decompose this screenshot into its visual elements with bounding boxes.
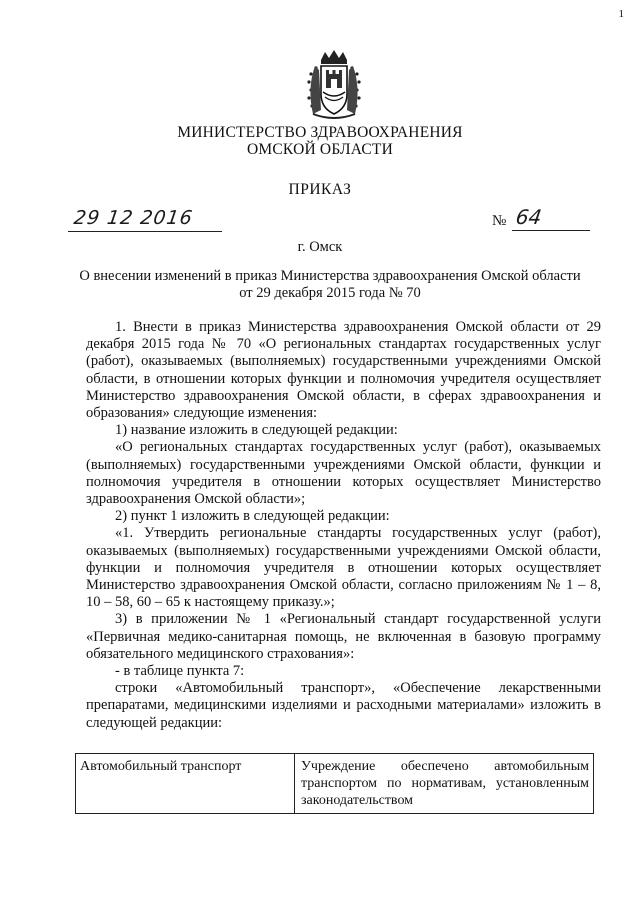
order-title: ПРИКАЗ [288, 181, 352, 198]
paragraph-7: - в таблице пункта 7: [115, 663, 245, 680]
paragraph-1: 1. Внести в приказ Министерства здравоохранения Омской области от 29 декабря 2015 года № 70 «О региональных стандартах государственных услуг (работ), оказываемых (выполняемых) государственными учреждениями Омской области, в отношении которых функции и полномочия учредителя осуществляет Министерство здравоохранения Омской области, в сферах здравоохранения и образования» следующие изменения: [86, 319, 601, 422]
number-sign: № [492, 213, 507, 229]
coat-of-arms-icon [305, 48, 363, 120]
ministry-line-2: ОМСКОЙ ОБЛАСТИ [247, 141, 393, 158]
ministry-line-1: МИНИСТЕРСТВО ЗДРАВООХРАНЕНИЯ [177, 124, 463, 141]
order-subject [70, 268, 590, 302]
order-date-handwritten: 29 12 2016 [72, 207, 195, 229]
amendment-table [75, 753, 594, 814]
page-mark: 1 [618, 8, 624, 20]
paragraph-5: «1. Утвердить региональные стандарты государственных услуг (работ), оказываемых (выполняемых) государственными учреждениями Омской области, функции и полномочия учредителя в отношении которых осуществляет Министерство здравоохранения Омской области, согласно приложениям № 1 – 8, 10 – 58, 60 – 65 к настоящему приказу.»; [86, 525, 601, 611]
subject-line-1: О внесении изменений в приказ Министерства здравоохранения Омской области [79, 268, 581, 284]
order-number-handwritten: 64 [514, 205, 544, 229]
paragraph-3: «О региональных стандартах государственных услуг (работ), оказываемых (выполняемых) государственными учреждениями Омской области, функции и полномочия учредителя в отношении которых осуществляет Министерство здравоохранения Омской области»; [86, 439, 601, 508]
paragraph-2: 1) название изложить в следующей редакции: [115, 422, 398, 439]
number-underline [512, 230, 590, 231]
table-cell-resource: Автомобильный транспорт [76, 754, 295, 814]
order-number-field [492, 205, 590, 231]
order-body [86, 319, 601, 732]
paragraph-4: 2) пункт 1 изложить в следующей редакции: [115, 508, 390, 525]
order-date-field [68, 205, 222, 232]
subject-line-2: от 29 декабря 2015 года № 70 [239, 285, 421, 301]
paragraph-8: строки «Автомобильный транспорт», «Обеспечение лекарственными препаратами, медицинскими изделиями и расходными материалами» изложить в следующей редакции: [86, 680, 601, 731]
table-cell-requirement: Учреждение обеспечено автомобильным транспортом по нормативам, установленным законодательством [295, 754, 594, 814]
city: г. Омск [297, 239, 343, 255]
table-row [76, 754, 594, 814]
ministry-name [0, 124, 640, 158]
paragraph-6: 3) в приложении № 1 «Региональный стандарт государственной услуги «Первичная медико-санитарная помощь, не включенная в базовую программу обязательного медицинского страхования»: [86, 611, 601, 662]
